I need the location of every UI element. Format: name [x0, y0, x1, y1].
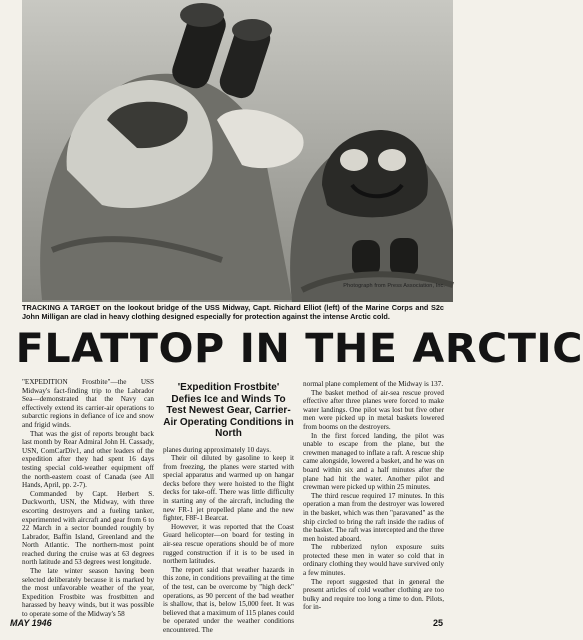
paragraph: The report said that weather hazards in this zone, in conditions prevailing at the time of the test, can be overcome by "high deck" operations, as 90 percent of the bad weather is shallow, that is, below 15,000 feet. It was believed that a maximum of 115 planes could be operated under the weather conditions encountered. The	[163, 565, 294, 634]
paragraph: The report suggested that in general the present articles of cold weather clothing are too bulky and require too long a time to don. Pilots, for in-	[303, 577, 444, 612]
paragraph: That was the gist of reports brought back last month by Rear Admiral John H. Cassady, USN, ComCarDiv1, and other leaders of the expedition after they had spent 16 days testing special cold-weather equipment off the north-eastern coast of Canada (see All Hands, April, pp. 2-7).	[22, 429, 154, 490]
column-3	[303, 380, 444, 612]
paragraph: The basket method of air-sea rescue proved effective after three planes were forced to make water landings. One pilot was lost but five other men were picked up in metal baskets lowered from booms on the destroyers.	[303, 388, 444, 431]
paragraph: The third rescue required 17 minutes. In this operation a man from the destroyer was lowered in the basket, which was then "paravaned" as the ship circled to bring the raft inside the radius of the basket. The raft was intercepted and the three men hoisted aboard.	[303, 491, 444, 543]
article-headline: FLATTOP IN THE ARCTIC	[15, 326, 583, 372]
photo-credit: Photograph from Press Association, Inc.	[343, 283, 445, 289]
cover-photo	[22, 0, 453, 302]
arctic-lookout-illustration	[22, 0, 453, 302]
paragraph: planes during approximately 10 days.	[163, 445, 271, 454]
paragraph: Commanded by Capt. Herbert S. Duckworth, USN, the Midway, with three escorting destroyers and a fueling tanker, experimented with aircraft and gear from 6 to 22 March in a sector bounded roughly by Labrador, Baffin Island, Greenland and the North Atlantic. The northern-most point reached during the cruise was at 63 degrees north latitude and 53 degrees west longitude.	[22, 489, 154, 567]
issue-date: MAY 1946	[10, 618, 52, 628]
paragraph: In the first forced landing, the pilot was unable to escape from the plane, but the crewmen managed to inflate a raft. A rescue ship came alongside, lowered a basket, and he was on board within six and a half minutes after the plane had hit the water. Another pilot and crewman were picked up within 25 minutes.	[303, 431, 444, 492]
photo-caption: TRACKING A TARGET on the lookout bridge of the USS Midway, Capt. Richard Elliot (left) of the Marine Corps and S2c John Milligan are clad in heavy clothing designed especially for protection against the intense Arctic cold.	[22, 303, 444, 321]
paragraph: normal plane complement of the Midway is 137.	[303, 380, 444, 388]
column-1	[22, 378, 154, 619]
paragraph: The rubberized nylon exposure suits protected these men in water so cold that in ordinary clothing they would have survived only a few minutes.	[303, 543, 444, 578]
paragraph: "EXPEDITION Frostbite"—the USS Midway's fact-finding trip to the Labrador Sea—demonstrated that the Navy can effectively extend its carrier-air operations to subarctic regions in defiance of ice and snow and frigid winds.	[22, 378, 154, 429]
page-number: 25	[432, 618, 443, 628]
paragraph: The late winter season having been selected deliberately because it is marked by the most unfavorable weather of the year, Expedition Frostbite was frostbitten and harassed by heavy winds, but it was possible to operate some of the Midway's 58	[22, 567, 154, 619]
paragraph: However, it was reported that the Coast Guard helicopter—on board for testing in air-sea rescue operations should be of more rugged construction if it is to be used in northern latitudes.	[163, 522, 294, 566]
article-subhead: 'Expedition Frostbite' Defies Ice and Winds To Test Newest Gear, Carrier-Air Operating Conditions in North	[163, 382, 294, 439]
paragraph: Their oil diluted by gasoline to keep it from freezing, the planes were started with special apparatus and warmed up on hangar decks before they were hoisted to the flight decks for take-off. There was little difficulty in starting any of the aircraft, including the new FR-1 jet propelled plane and the new fighter, F8F-1 Bearcat.	[163, 454, 294, 523]
column-2	[163, 378, 294, 635]
